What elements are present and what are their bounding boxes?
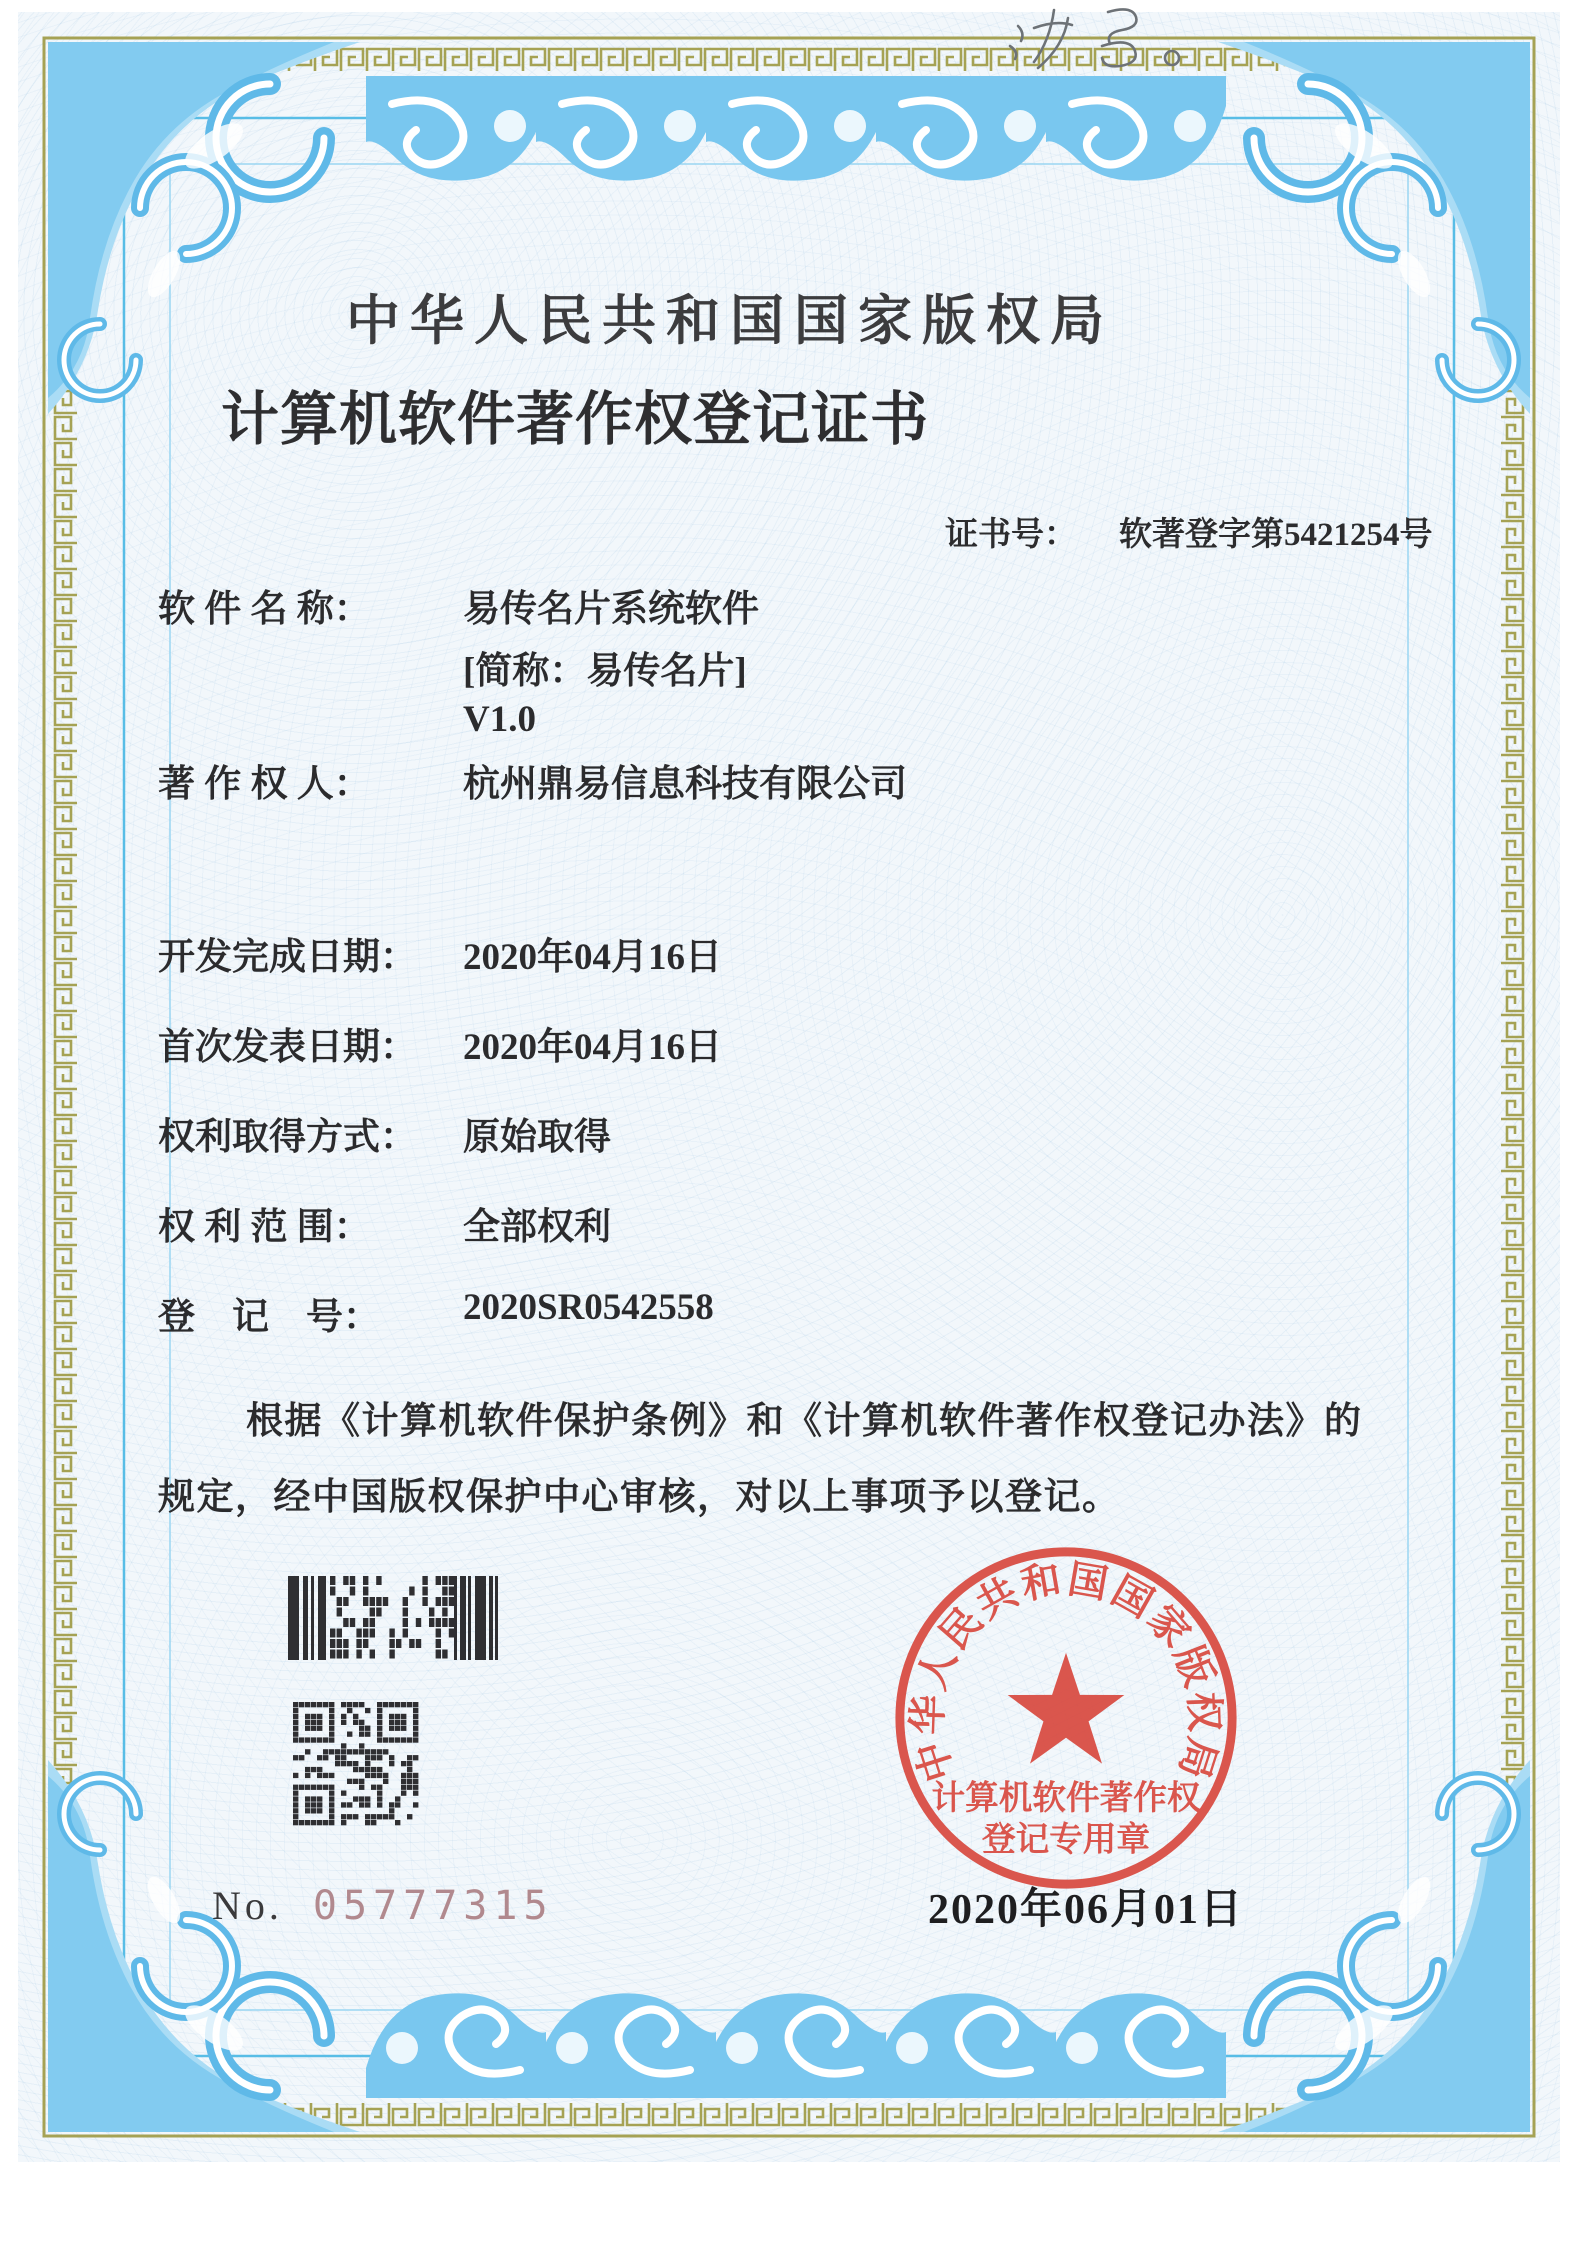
certificate-number-label: 证书号： — [945, 517, 1077, 553]
handwritten-note-mark — [990, 0, 1220, 80]
field-label: 著 作 权 人： — [158, 764, 371, 805]
field-row-short-name — [158, 640, 1418, 692]
field-row-copyright-owner — [158, 753, 1418, 805]
certificate-number-row — [945, 508, 1433, 555]
field-value: V1.0 — [463, 699, 536, 740]
field-value: 原始取得 — [463, 1117, 611, 1158]
field-value: 易传名片系统软件 — [463, 589, 759, 630]
field-row-dev-complete-date — [158, 926, 1418, 978]
seal-ring-text: 中华人民共和国国家版权局 — [905, 1557, 1227, 1787]
serial-number: 05777315 — [312, 1883, 554, 1929]
field-label: 开发完成日期： — [158, 937, 417, 978]
field-value: 全部权利 — [463, 1207, 611, 1248]
official-seal — [888, 1540, 1244, 1901]
barcode — [288, 1576, 502, 1660]
field-label: 权利取得方式： — [158, 1117, 417, 1158]
field-value: [简称：易传名片] — [463, 651, 747, 692]
field-row-registration-number — [158, 1286, 1418, 1338]
field-row-version — [158, 698, 1418, 750]
field-row-first-publish-date — [158, 1016, 1418, 1068]
field-value: 2020SR0542558 — [463, 1287, 714, 1328]
field-row-rights-scope — [158, 1196, 1418, 1248]
field-row-software-name — [158, 578, 1418, 630]
statement-line-1: 根据《计算机软件保护条例》和《计算机软件著作权登记办法》的 — [246, 1401, 1363, 1442]
seal-text-line1: 计算机软件著作权 — [931, 1779, 1201, 1817]
authority-title: 中华人民共和国国家版权局 — [346, 291, 1114, 351]
certificate-title: 计算机软件著作权登记证书 — [220, 387, 929, 452]
qr-code — [293, 1702, 420, 1826]
field-value: 2020年04月16日 — [463, 937, 722, 978]
field-label: 权 利 范 围： — [158, 1207, 371, 1248]
serial-number-row — [212, 1882, 554, 1929]
statement-line-2: 规定，经中国版权保护中心审核，对以上事项予以登记。 — [158, 1477, 1121, 1518]
field-label: 登 记 号： — [158, 1297, 380, 1338]
field-label: 首次发表日期： — [158, 1027, 417, 1068]
seal-star — [1008, 1653, 1125, 1764]
field-value: 2020年04月16日 — [463, 1027, 722, 1068]
certificate-number-value: 软著登字第5421254号 — [1119, 517, 1433, 553]
field-label: 软 件 名 称： — [158, 589, 371, 630]
issue-date: 2020年06月01日 — [928, 1887, 1245, 1933]
seal-text-line2: 登记专用章 — [981, 1821, 1151, 1859]
serial-prefix: No. — [212, 1883, 283, 1928]
field-value: 杭州鼎易信息科技有限公司 — [463, 764, 907, 805]
field-row-rights-acquisition — [158, 1106, 1418, 1158]
